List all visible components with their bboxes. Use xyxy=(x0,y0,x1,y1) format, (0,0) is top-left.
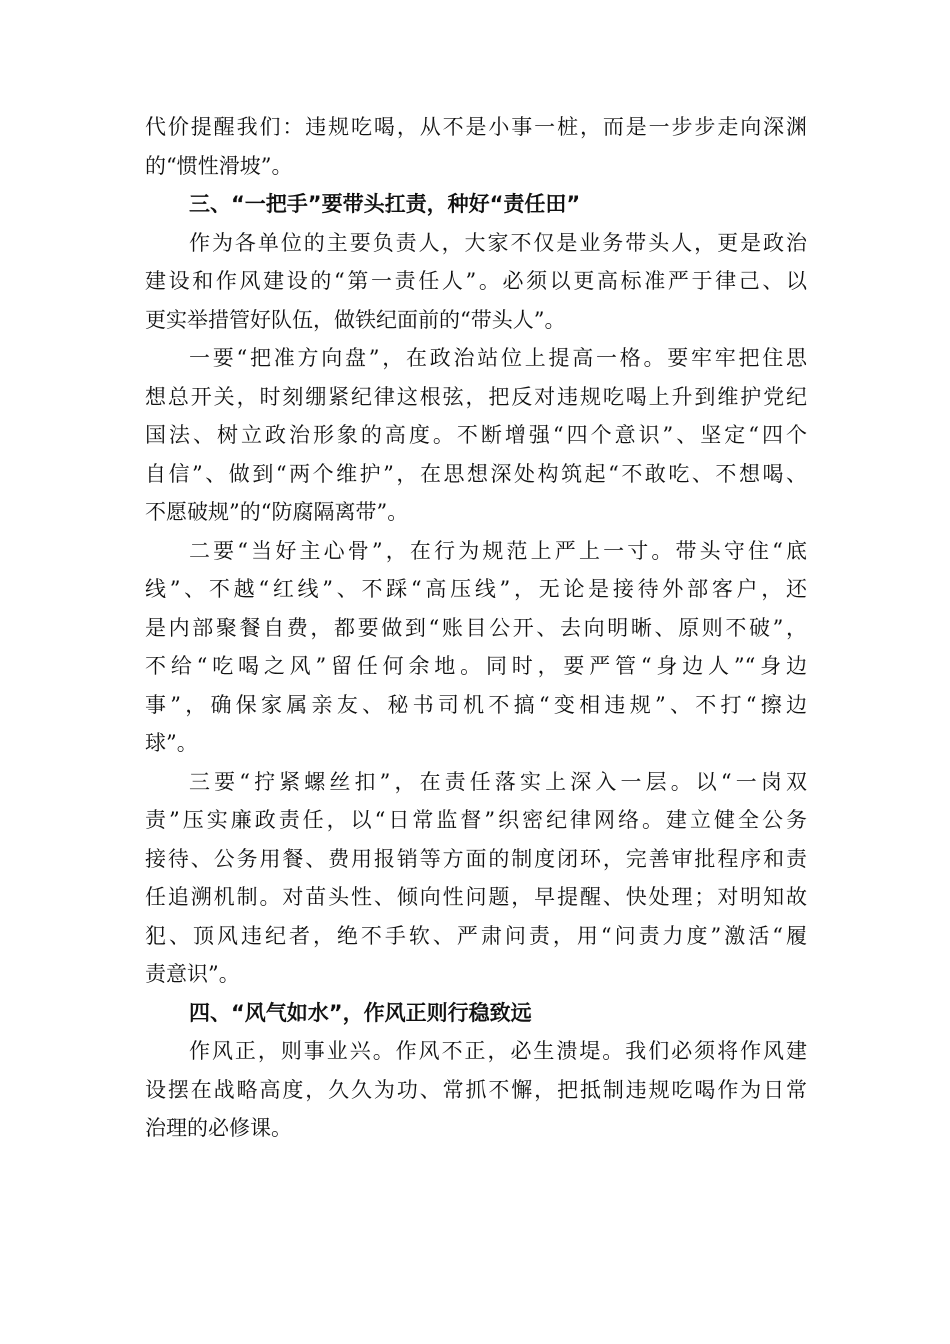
text-line: 二要“当好主心骨”，在行为规范上严上一寸。带头守住“底 xyxy=(189,538,807,563)
text-line: 自信”、做到“两个维护”，在思想深处构筑起“不敢吃、不想喝、 xyxy=(145,461,807,486)
text-line: 想总开关，时刻绷紧纪律这根弦，把反对违规吃喝上升到维护党纪 xyxy=(145,384,807,409)
text-line: 事”，确保家属亲友、秘书司机不搞“变相违规”、不打“擦边 xyxy=(145,692,807,717)
text-line: 犯、顶风违纪者，绝不手软、严肃问责，用“问责力度”激活“履 xyxy=(145,923,807,948)
section-heading xyxy=(145,994,807,1033)
text-line: 更实举措管好队伍，做铁纪面前的“带头人”。 xyxy=(145,307,566,332)
text-line: 任追溯机制。对苗头性、倾向性问题，早提醒、快处理；对明知故 xyxy=(145,885,807,909)
paragraph xyxy=(145,763,807,994)
text-line: 责”压实廉政责任，以“日常监督”织密纪律网络。建立健全公务 xyxy=(145,808,807,832)
text-line: 不给“吃喝之风”留任何余地。同时，要严管“身边人”“身边 xyxy=(145,654,807,678)
text-line: 是内部聚餐自费，都要做到“账目公开、去向明晰、原则不破”， xyxy=(145,615,807,640)
paragraph xyxy=(145,108,807,185)
paragraph xyxy=(145,1032,807,1148)
text-line: 三要“拧紧螺丝扣”，在责任落实上深入一层。以“一岗双 xyxy=(189,769,807,794)
paragraph xyxy=(145,224,807,340)
paragraph xyxy=(145,339,807,532)
text-line: 一要“把准方向盘”，在政治站位上提高一格。要牢牢把住思 xyxy=(189,346,807,370)
text-line: 国法、树立政治形象的高度。不断增强“四个意识”、坚定“四个 xyxy=(145,423,807,447)
text-line: 作风正，则事业兴。作风不正，必生溃堤。我们必须将作风建 xyxy=(189,1039,807,1063)
text-line: 不愿破规”的“防腐隔离带”。 xyxy=(145,500,409,524)
text-line: 作为各单位的主要负责人，大家不仅是业务带头人，更是政治 xyxy=(189,230,807,255)
text-line: 球”。 xyxy=(145,731,198,755)
text-line: 三、“一把手”要带头扛责，种好“责任田” xyxy=(189,192,581,216)
text-line: 建设和作风建设的“第一责任人”。必须以更高标准严于律己、以 xyxy=(145,269,807,293)
document-body xyxy=(145,108,807,1148)
text-line: 接待、公务用餐、费用报销等方面的制度闭环，完善审批程序和责 xyxy=(145,846,807,871)
section-heading xyxy=(145,185,807,224)
text-line: 线”、不越“红线”、不踩“高压线”，无论是接待外部客户，还 xyxy=(145,577,807,601)
text-line: 代价提醒我们：违规吃喝，从不是小事一桩，而是一步步走向深渊 xyxy=(145,115,807,139)
paragraph xyxy=(145,532,807,763)
text-line: 的“惯性滑坡”。 xyxy=(145,153,293,178)
text-line: 设摆在战略高度，久久为功、常抓不懈，把抵制违规吃喝作为日常 xyxy=(145,1077,807,1102)
text-line: 责意识”。 xyxy=(145,962,240,986)
text-line: 四、“风气如水”，作风正则行稳致远 xyxy=(189,1000,532,1025)
text-line: 治理的必修课。 xyxy=(145,1116,292,1140)
